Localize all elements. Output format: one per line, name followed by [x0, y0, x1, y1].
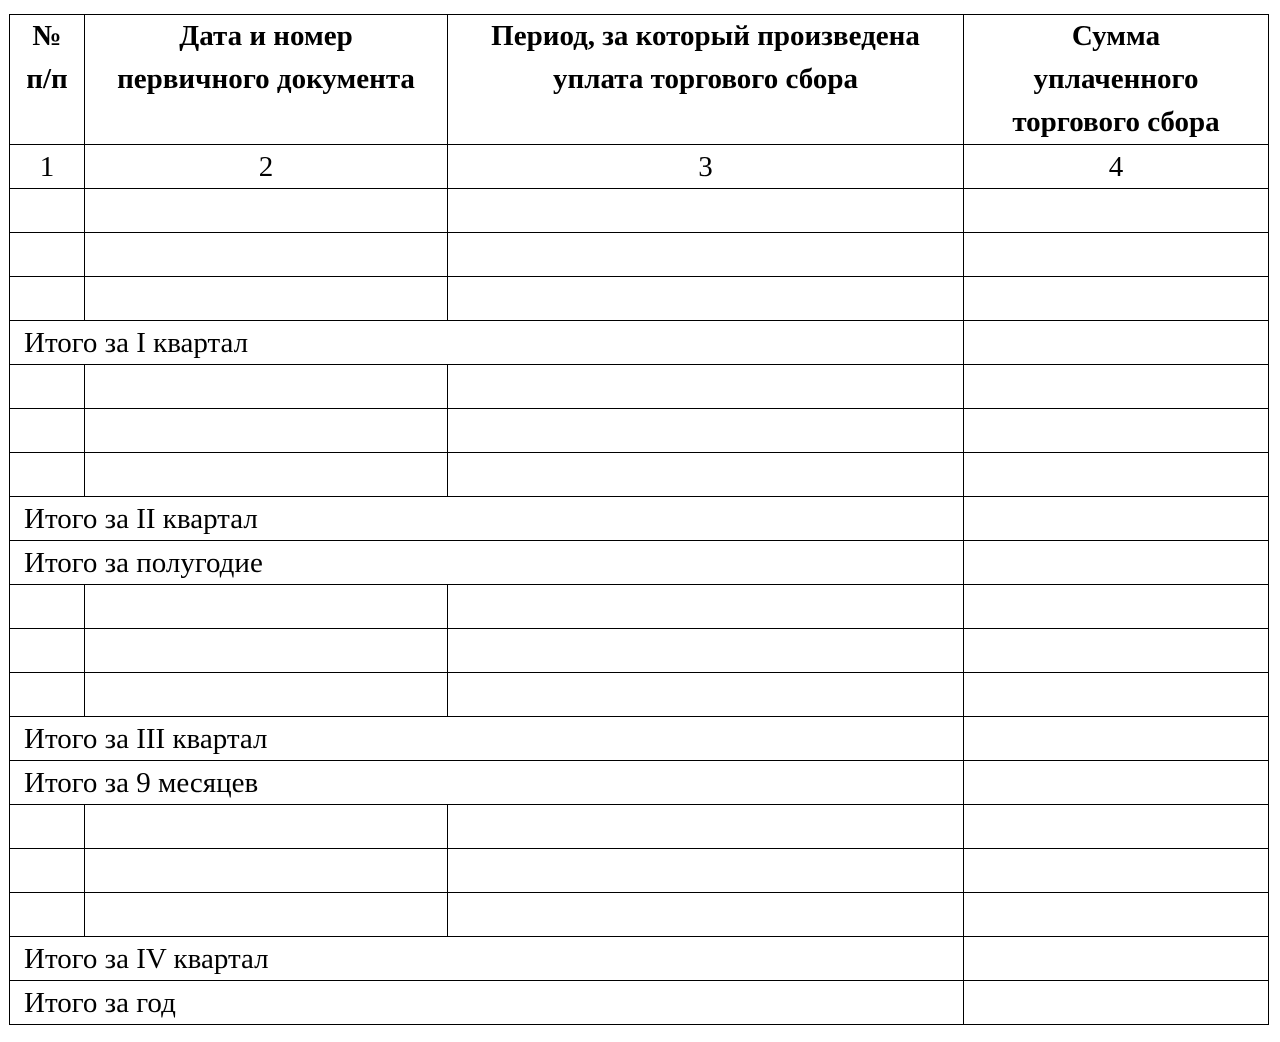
total-amount-nine-months[interactable]: [964, 761, 1269, 805]
table-row: [10, 629, 1269, 673]
total-row-q1: [10, 321, 1269, 365]
total-label-q2: Итого за II квартал: [10, 497, 964, 541]
cell-period[interactable]: [448, 189, 964, 233]
total-row-q3: [10, 717, 1269, 761]
table-row: [10, 585, 1269, 629]
cell-period[interactable]: [448, 277, 964, 321]
table-row: [10, 277, 1269, 321]
table-row: [10, 673, 1269, 717]
cell-number[interactable]: [10, 849, 85, 893]
total-label-q1: Итого за I квартал: [10, 321, 964, 365]
table-row: [10, 409, 1269, 453]
cell-number[interactable]: [10, 893, 85, 937]
total-row-q4: [10, 937, 1269, 981]
cell-document[interactable]: [85, 409, 448, 453]
cell-document[interactable]: [85, 585, 448, 629]
column-number-3: 3: [448, 145, 964, 189]
cell-number[interactable]: [10, 673, 85, 717]
total-label-nine-months: Итого за 9 месяцев: [10, 761, 964, 805]
table-row: [10, 893, 1269, 937]
cell-document[interactable]: [85, 629, 448, 673]
cell-amount[interactable]: [964, 893, 1269, 937]
cell-period[interactable]: [448, 805, 964, 849]
column-number-row: [10, 145, 1269, 189]
column-number-2: 2: [85, 145, 448, 189]
table-row: [10, 805, 1269, 849]
header-number-line-1: №: [32, 20, 62, 52]
cell-amount[interactable]: [964, 277, 1269, 321]
table-row: [10, 189, 1269, 233]
cell-amount[interactable]: [964, 233, 1269, 277]
cell-amount[interactable]: [964, 585, 1269, 629]
cell-amount[interactable]: [964, 805, 1269, 849]
cell-document[interactable]: [85, 893, 448, 937]
cell-number[interactable]: [10, 409, 85, 453]
table-row: [10, 365, 1269, 409]
cell-number[interactable]: [10, 189, 85, 233]
header-document: [85, 15, 448, 145]
total-label-q3: Итого за III квартал: [10, 717, 964, 761]
total-amount-q2[interactable]: [964, 497, 1269, 541]
header-amount-line-3: торгового сбора: [1012, 106, 1220, 138]
total-label-half-year: Итого за полугодие: [10, 541, 964, 585]
cell-document[interactable]: [85, 277, 448, 321]
table-row: [10, 453, 1269, 497]
cell-number[interactable]: [10, 805, 85, 849]
cell-number[interactable]: [10, 277, 85, 321]
cell-period[interactable]: [448, 233, 964, 277]
cell-number[interactable]: [10, 453, 85, 497]
cell-document[interactable]: [85, 673, 448, 717]
total-amount-year[interactable]: [964, 981, 1269, 1025]
trade-fee-ledger-table: [9, 14, 1269, 1025]
cell-document[interactable]: [85, 365, 448, 409]
cell-amount[interactable]: [964, 365, 1269, 409]
header-number-line-2: п/п: [26, 63, 68, 95]
total-row-half-year: [10, 541, 1269, 585]
total-row-nine-months: [10, 761, 1269, 805]
header-amount: [964, 15, 1269, 145]
header-document-line-2: первичного документа: [117, 63, 415, 95]
header-period-line-2: уплата торгового сбора: [553, 63, 858, 95]
total-label-q4: Итого за IV квартал: [10, 937, 964, 981]
total-amount-q3[interactable]: [964, 717, 1269, 761]
cell-number[interactable]: [10, 233, 85, 277]
header-period-line-1: Период, за который произведена: [491, 20, 920, 52]
column-number-4: 4: [964, 145, 1269, 189]
cell-document[interactable]: [85, 453, 448, 497]
header-row: [10, 15, 1269, 145]
cell-document[interactable]: [85, 233, 448, 277]
cell-period[interactable]: [448, 453, 964, 497]
cell-period[interactable]: [448, 673, 964, 717]
cell-period[interactable]: [448, 849, 964, 893]
cell-amount[interactable]: [964, 453, 1269, 497]
header-number: [10, 15, 85, 145]
total-label-year: Итого за год: [10, 981, 964, 1025]
cell-amount[interactable]: [964, 189, 1269, 233]
header-period: [448, 15, 964, 145]
cell-document[interactable]: [85, 189, 448, 233]
cell-number[interactable]: [10, 365, 85, 409]
total-amount-q1[interactable]: [964, 321, 1269, 365]
cell-amount[interactable]: [964, 629, 1269, 673]
cell-period[interactable]: [448, 365, 964, 409]
cell-number[interactable]: [10, 585, 85, 629]
total-row-year: [10, 981, 1269, 1025]
total-amount-half-year[interactable]: [964, 541, 1269, 585]
cell-period[interactable]: [448, 585, 964, 629]
cell-number[interactable]: [10, 629, 85, 673]
header-document-line-1: Дата и номер: [179, 20, 353, 52]
cell-document[interactable]: [85, 849, 448, 893]
total-row-q2: [10, 497, 1269, 541]
cell-period[interactable]: [448, 409, 964, 453]
cell-period[interactable]: [448, 629, 964, 673]
table-row: [10, 233, 1269, 277]
table-row: [10, 849, 1269, 893]
cell-amount[interactable]: [964, 673, 1269, 717]
cell-amount[interactable]: [964, 409, 1269, 453]
cell-document[interactable]: [85, 805, 448, 849]
header-amount-line-2: уплаченного: [1033, 63, 1199, 95]
column-number-1: 1: [10, 145, 85, 189]
cell-amount[interactable]: [964, 849, 1269, 893]
cell-period[interactable]: [448, 893, 964, 937]
header-amount-line-1: Сумма: [1071, 20, 1161, 52]
total-amount-q4[interactable]: [964, 937, 1269, 981]
